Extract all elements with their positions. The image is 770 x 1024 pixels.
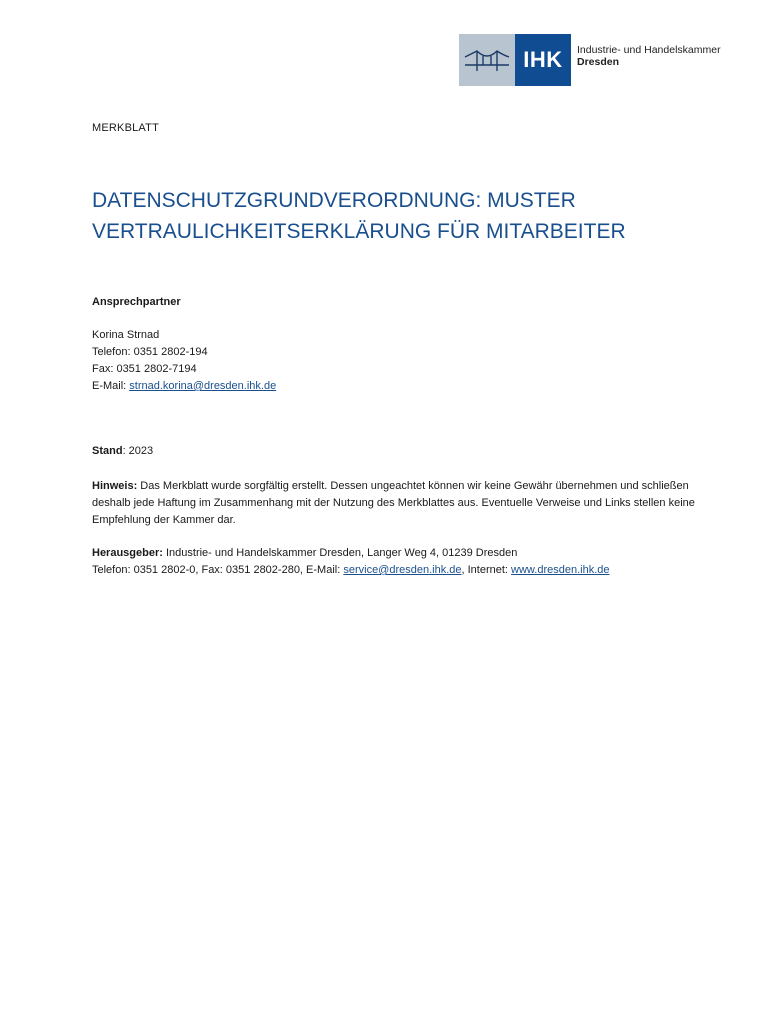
website-link[interactable]: www.dresden.ihk.de xyxy=(511,564,610,576)
bridge-icon xyxy=(459,34,515,86)
logo-org-line: Industrie- und Handelskammer xyxy=(577,44,721,56)
herausgeber-block xyxy=(92,545,732,579)
stand-label: Stand xyxy=(92,445,123,457)
contact-email-row xyxy=(92,378,276,395)
contact-email-label: E-Mail: xyxy=(92,380,130,392)
logo-city-line: Dresden xyxy=(577,56,620,68)
ihk-logo xyxy=(459,34,721,86)
contact-heading: Ansprechpartner xyxy=(92,296,181,308)
title-line-1: DATENSCHUTZGRUNDVERORDNUNG: MUSTER xyxy=(92,189,576,212)
stand-value: : 2023 xyxy=(122,445,154,457)
service-email-link[interactable]: service@dresden.ihk.de xyxy=(343,564,462,576)
herausgeber-address: Industrie- und Handelskammer Dresden, Langer Weg 4, 01239 Dresden xyxy=(162,547,518,559)
logo-org-name xyxy=(577,44,721,68)
herausgeber-line-2 xyxy=(92,562,732,579)
contact-email-link[interactable]: strnad.korina@dresden.ihk.de xyxy=(129,380,277,392)
hinweis-paragraph xyxy=(92,478,702,529)
herausgeber-internet-prefix: , Internet: xyxy=(461,564,512,576)
title-line-2: VERTRAULICHKEITSERKLÄRUNG FÜR MITARBEITER xyxy=(92,220,626,243)
contact-phone: Telefon: 0351 2802-194 xyxy=(92,346,208,358)
contact-fax: Fax: 0351 2802-7194 xyxy=(92,363,197,375)
hinweis-label: Hinweis: xyxy=(92,480,138,492)
contact-name: Korina Strnad xyxy=(92,329,160,341)
herausgeber-label: Herausgeber: xyxy=(92,547,163,559)
herausgeber-contact-prefix: Telefon: 0351 2802-0, Fax: 0351 2802-280, E-Mail: xyxy=(92,564,344,576)
logo-ihk-text: IHK xyxy=(515,34,571,86)
stand-line xyxy=(92,445,153,457)
document-title xyxy=(92,185,712,247)
contact-block xyxy=(92,327,276,395)
logo-mark xyxy=(459,34,571,86)
hinweis-text: Das Merkblatt wurde sorgfältig erstellt. Dessen ungeachtet können wir keine Gewähr übernehmen und schließen deshalb jede Haftung im Zusammenhang mit der Nutzung des Merkblattes aus. Eventuelle Verweise und Links stellen keine Empfehlung der Kammer dar. xyxy=(92,480,695,526)
document-type: MERKBLATT xyxy=(92,122,159,134)
herausgeber-line-1 xyxy=(92,545,732,562)
